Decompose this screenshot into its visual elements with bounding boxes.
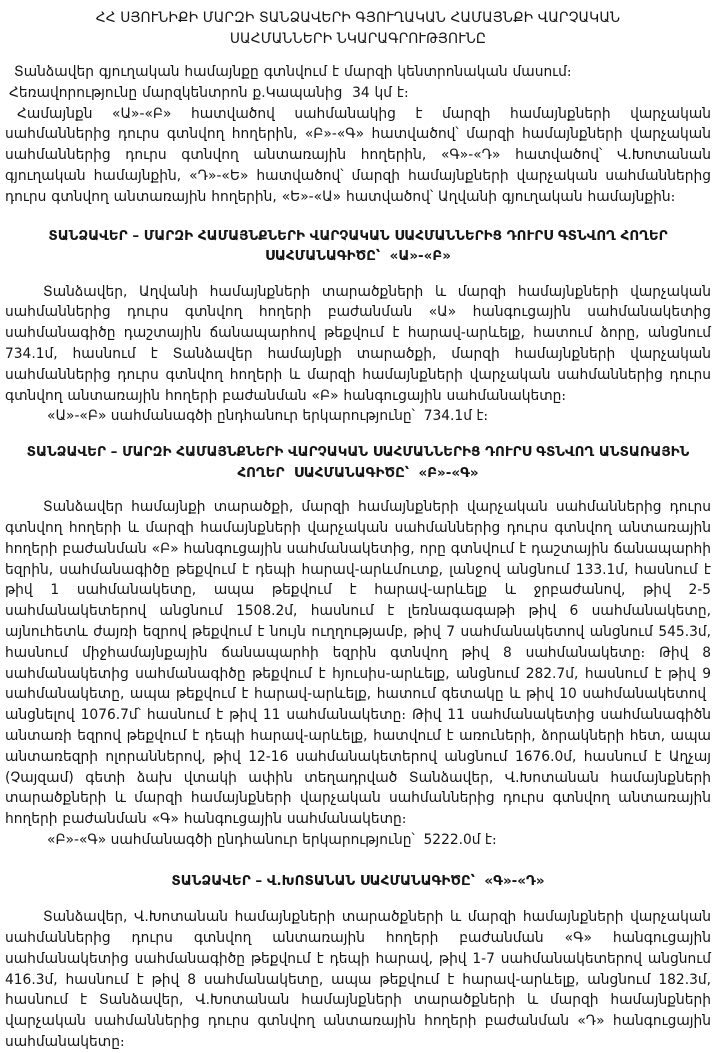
intro-distance-line: Հեռավորությունը մարզկենտրոն ք.Կապանից 34 կմ է։ bbox=[9, 84, 409, 101]
section-length-b-g: «Բ»-«Գ» սահմանագծի ընդհանուր երկարությունը՝ 5222.0մ է։ bbox=[47, 831, 497, 848]
section-length-a-b: «Ա»-«Բ» սահմանագծի ընդհանուր երկարությունը՝ 734.1մ է։ bbox=[47, 408, 489, 425]
section-body-g-d: Տանձավեր, Վ.Խոտանան համայնքների տարածքների և մարզի համայնքների վարչական սահմաններից դուրս գտնվող անտառային հողերի բաժանման «Գ» հանգուցային սահմանակետից սահմանագիծը թեքվում է դեպի հարավ, թիվ 1-7 սահմանակետերով անցնում 416.3մ, հասնում է թիվ 8 սահմանակետը, ապա թեքվում է հարավ-արևելք, անցնում 182.3մ, հասնում է Տանձավեր, Վ.Խոտանան համայնքների տարածքների և մարզի համայնքների վարչական սահմաններից դուրս գտնվող անտառային հողերի բաժանման «Դ» հանգուցային սահմանակետը։ bbox=[5, 909, 711, 1050]
intro-location-line: Տանձավեր գյուղական համայնքը գտնվում է մարզի կենտրոնական մասում։ bbox=[14, 64, 572, 80]
section-heading-b-g: ՏԱՆՁԱՎԵՐ – ՄԱՐԶԻ ՀԱՄԱՅՆՔՆԵՐԻ ՎԱՐՉԱԿԱՆ ՍԱՀՄԱՆՆԵՐԻՑ ԴՈՒՐՍ ԳՏՆՎՈՂ ԱՆՏԱՌԱՅԻՆ ՀՈՂԵՐ ՍԱՀՄԱՆԱԳԻԾԸ՝ «Բ»-«Գ» bbox=[26, 444, 690, 481]
intro-borders-paragraph: Համայնքն «Ա»-«Բ» հատվածով սահմանակից է մարզի համայնքների վարչական սահմաններից դուրս գտնվող հողերին, «Բ»-«Գ» հատվածով՝ մարզի համայնքների վարչական սահմաններից դուրս գտնվող անտառային հողերին, «Գ»-«Դ» հատվածով՝ Վ.Խոտանան գյուղական համայնքին, «Դ»-«Ե» հատվածով՝ մարզի համայնքների վարչական սահմաններից դուրս գտնվող անտառային հողերին, «Ե»-«Ա» հատվածով՝ Աղվանի գյուղական համայնքին։ bbox=[5, 105, 711, 205]
section-body-a-b: Տանձավեր, Աղվանի համայնքների տարածքների և մարզի համայնքների վարչական սահմաններից դուրս գտնվող հողերի բաժանման «Ա» հանգուցային սահմանակետից սահմանագիծը դաշտային ճանապարհով թեքվում է հարավ-արևելք, հատում ձորը, անցնում 734.1մ, հասնում է Տանձավեր համայնքի տարածքի, մարզի համայնքների վարչական սահմաններից դուրս գտնվող հողերի և մարզի համայնքների վարչական սահմաններից դուրս գտնվող անտառային հողերի բաժանման «Բ» հանգուցային սահմանակետը։ bbox=[5, 283, 711, 404]
document-title: ՀՀ ՍՅՈՒՆԻՔԻ ՄԱՐԶԻ ՏԱՆՁԱՎԵՐԻ ԳՅՈՒՂԱԿԱՆ ՀԱՄԱՅՆՔԻ ՎԱՐՉԱԿԱՆ ՍԱՀՄԱՆՆԵՐԻ ՆԿԱՐԱԳՐՈՒԹՅՈՒՆԸ bbox=[95, 10, 621, 47]
section-heading-a-b: ՏԱՆՁԱՎԵՐ – ՄԱՐԶԻ ՀԱՄԱՅՆՔՆԵՐԻ ՎԱՐՉԱԿԱՆ ՍԱՀՄԱՆՆԵՐԻՑ ԴՈՒՐՍ ԳՏՆՎՈՂ ՀՈՂԵՐ ՍԱՀՄԱՆԱԳԻԾԸ՝ «Ա»-«Բ» bbox=[48, 227, 668, 265]
section-heading-g-d: ՏԱՆՁԱՎԵՐ – Վ.ԽՈՏԱՆԱՆ ՍԱՀՄԱՆԱԳԻԾԸ՝ «Գ»-«Դ» bbox=[171, 872, 545, 889]
section-body-b-g: Տանձավեր համայնքի տարածքի, մարզի համայնքների վարչական սահմաններից դուրս գտնվող հողերի և մարզի համայնքների վարչական սահմաններից դուրս գտնվող անտառային հողերի բաժանման «Բ» հանգուցային սահմանակետից, որը գտնվում է դաշտային ճանապարհի եզրին, սահմանագիծը թեքվում է դեպի հարավ-արևմուտք, լանջով անցնում 133.1մ, հասնում է թիվ 1 սահմանակետը, ապա թեքվում է հարավ-արևելք և ջրբաժանով, թիվ 2-5 սահմանակետերով անցնում 1508.2մ, հասնում է լեռնագագաթի թիվ 6 սահմանակետը, այնուհետև ժայռի եզրով թեքվում է նույն ուղղությամբ, թիվ 7 սահմանակետով անցնում 545.3մ, հասնում միջհամայնքային ճանապարհի եզրին գտնվող թիվ 8 սահմանակետը։ Թիվ 8 սահմանակետից սահմանագիծը թեքվում է հյուսիս-արևելք, անցնում 282.7մ, հասնում է թիվ 9 սահմանակետը, ապա թեքվում է հարավ-արևելք, հատում գետակը և թիվ 10 սահմանակետով անցնելով 1076.7մ՝ հասնում է թիվ 11 սահմանակետը։ Թիվ 11 սահմանակետից սահմանագիծն անտառի եզրով թեքվում է դեպի հարավ-արևելք, հատվում է առուների, ձորակների հետ, ապա անտառեզրի ոլորաններով, թիվ 12-16 սահմանակետերով անցնում 1676.0մ, հասնում է Աղչայ (Չայզամ) գետի ձախ վտակի ափին տեղադրված Տանձավեր, Վ.Խոտանան համայնքների տարածքների և մարզի համայնքների վարչական սահմաններից դուրս գտնվող անտառային հողերի բաժանման «Գ» հանգուցային սահմանակետը։ bbox=[5, 499, 711, 828]
